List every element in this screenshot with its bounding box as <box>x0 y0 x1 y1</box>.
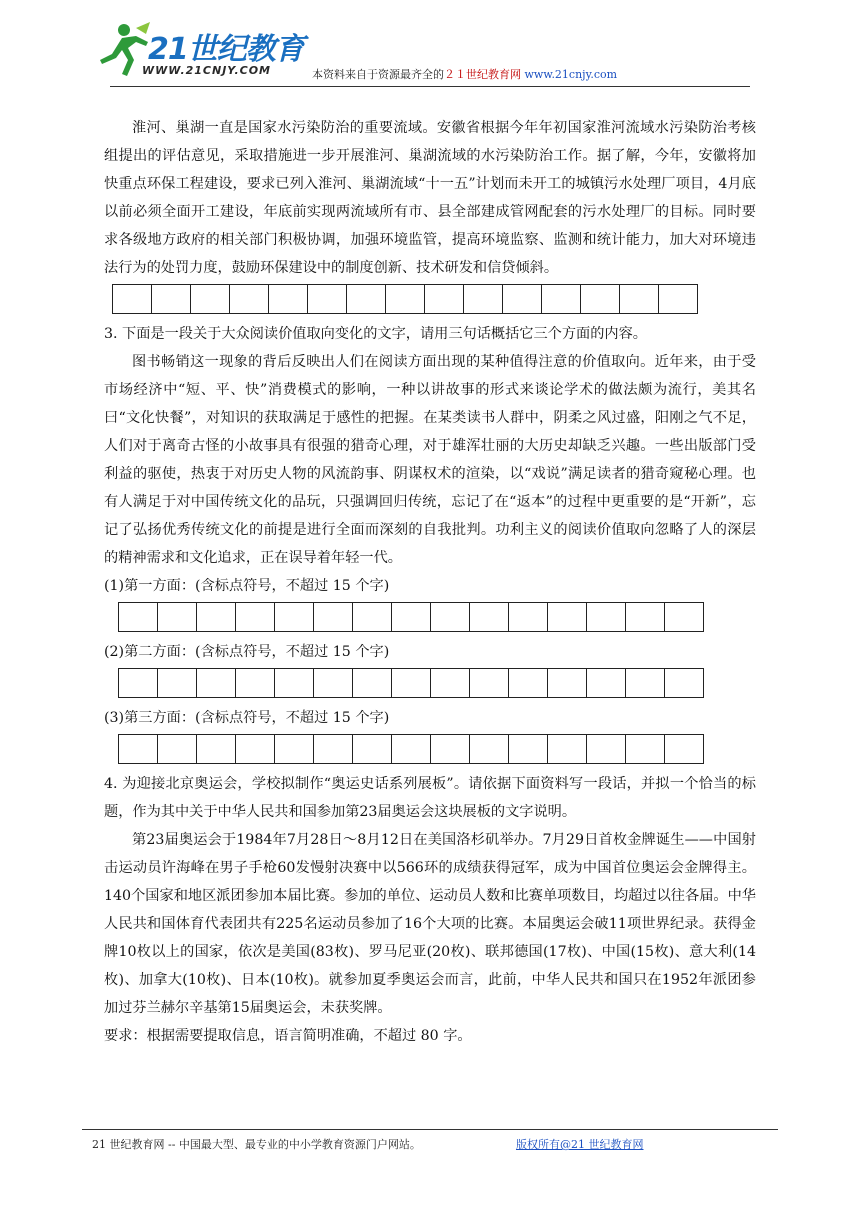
answer-cell[interactable] <box>391 602 431 632</box>
answer-cell[interactable] <box>508 668 548 698</box>
header-source-prefix: 本资料来自于资源最齐全的 <box>312 68 444 81</box>
aspect-2-label: (2)第二方面：(含标点符号，不超过 15 个字) <box>104 644 390 660</box>
answer-cell[interactable] <box>346 284 386 314</box>
header-source-url[interactable]: www.21cnjy.com <box>521 68 618 81</box>
passage-huaihe: 淮河、巢湖一直是国家水污染防治的重要流域。安徽省根据今年年初国家淮河流域水污染防治考核组提出的评估意见，采取措施进一步开展淮河、巢湖流域的水污染防治工作。据了解，今年，安徽将加快重点环保工程建设，要求已列入淮河、巢湖流域“十一五”计划而未开工的城镇污水处理厂项目，4月底以前必须全面开工建设，年底前实现两流域所有市、县全部建成管网配套的污水处理厂的目标。同时要求各级地方政府的相关部门积极协调，加强环境监管，提高环境监察、监测和统计能力，加大对环境违法行为的处罚力度，鼓励环保建设中的制度创新、技术研发和信贷倾斜。 <box>104 120 756 276</box>
question-4-requirement: 要求：根据需要提取信息，语言简明准确，不超过 80 字。 <box>104 1028 472 1044</box>
answer-cell[interactable] <box>430 602 470 632</box>
answer-cell[interactable] <box>541 284 581 314</box>
answer-cell[interactable] <box>157 602 197 632</box>
answer-cell[interactable] <box>313 602 353 632</box>
answer-cell[interactable] <box>664 602 704 632</box>
answer-cell[interactable] <box>391 668 431 698</box>
footer-site-text: 21 世纪教育网 -- 中国最大型、最专业的中小学教育资源门户网站。 <box>92 1138 421 1151</box>
answer-cell[interactable] <box>313 668 353 698</box>
answer-cell[interactable] <box>313 734 353 764</box>
aspect-3-label: (3)第三方面：(含标点符号，不超过 15 个字) <box>104 710 390 726</box>
footer-copyright-link[interactable]: 版权所有@21 世纪教育网 <box>516 1138 644 1151</box>
answer-cell[interactable] <box>235 602 275 632</box>
answer-cell[interactable] <box>235 734 275 764</box>
answer-cell[interactable] <box>196 734 236 764</box>
answer-grid-aspect-2[interactable] <box>118 668 756 698</box>
answer-cell[interactable] <box>229 284 269 314</box>
answer-cell[interactable] <box>196 668 236 698</box>
answer-cell[interactable] <box>151 284 191 314</box>
answer-cell[interactable] <box>586 602 626 632</box>
answer-cell[interactable] <box>586 734 626 764</box>
header-divider <box>110 86 750 87</box>
question-3-title: 3. 下面是一段关于大众阅读价值取向变化的文字，请用三句话概括它三个方面的内容。 <box>104 326 647 342</box>
answer-cell[interactable] <box>547 602 587 632</box>
aspect-1-label: (1)第一方面：(含标点符号，不超过 15 个字) <box>104 578 390 594</box>
answer-cell[interactable] <box>274 734 314 764</box>
answer-cell[interactable] <box>352 602 392 632</box>
answer-cell[interactable] <box>118 668 158 698</box>
answer-cell[interactable] <box>664 668 704 698</box>
answer-cell[interactable] <box>118 734 158 764</box>
site-logo <box>92 20 304 82</box>
answer-cell[interactable] <box>274 668 314 698</box>
answer-cell[interactable] <box>190 284 230 314</box>
answer-cell[interactable] <box>391 734 431 764</box>
answer-cell[interactable] <box>157 734 197 764</box>
page-header <box>0 0 860 90</box>
answer-cell[interactable] <box>547 668 587 698</box>
logo-wordmark: 21世纪教育 <box>148 32 304 67</box>
answer-cell[interactable] <box>625 668 665 698</box>
answer-grid-aspect-3[interactable] <box>118 734 756 764</box>
header-source-line <box>312 66 617 82</box>
answer-cell[interactable] <box>508 734 548 764</box>
answer-cell[interactable] <box>385 284 425 314</box>
answer-cell[interactable] <box>274 602 314 632</box>
answer-cell[interactable] <box>469 602 509 632</box>
passage-reading: 图书畅销这一现象的背后反映出人们在阅读方面出现的某种值得注意的价值取向。近年来，由于受市场经济中“短、平、快”消费模式的影响，一种以讲故事的形式来谈论学术的做法颇为流行，美其名曰“文化快餐”，对知识的获取满足于感性的把握。在某类读书人群中，阴柔之风过盛，阳刚之气不足，人们对于离奇古怪的小故事具有很强的猎奇心理，对于雄浑壮丽的大历史却缺乏兴趣。一些出版部门受利益的驱使，热衷于对历史人物的风流韵事、阴谋权术的渲染，以“戏说”满足读者的猎奇窥秘心理。也有人满足于对中国传统文化的品玩，只强调回归传统，忘记了在“返本”的过程中更重要的是“开新”，忘记了弘扬优秀传统文化的前提是进行全面而深刻的自我批判。功利主义的阅读价值取向忽略了人的深层的精神需求和文化追求，正在误导着年轻一代。 <box>104 354 756 566</box>
answer-cell[interactable] <box>469 734 509 764</box>
answer-cell[interactable] <box>625 734 665 764</box>
answer-cell[interactable] <box>112 284 152 314</box>
answer-cell[interactable] <box>424 284 464 314</box>
answer-cell[interactable] <box>502 284 542 314</box>
answer-cell[interactable] <box>586 668 626 698</box>
header-source-brand: ２１世纪教育网 <box>444 68 521 81</box>
answer-cell[interactable] <box>118 602 158 632</box>
answer-cell[interactable] <box>352 668 392 698</box>
answer-cell[interactable] <box>235 668 275 698</box>
answer-cell[interactable] <box>619 284 659 314</box>
document-body <box>104 114 756 1050</box>
answer-cell[interactable] <box>508 602 548 632</box>
answer-cell[interactable] <box>307 284 347 314</box>
answer-cell[interactable] <box>469 668 509 698</box>
question-4-title: 4. 为迎接北京奥运会，学校拟制作“奥运史话系列展板”。请依据下面资料写一段话，并拟一个恰当的标题，作为其中关于中华人民共和国参加第23届奥运会这块展板的文字说明。 <box>104 776 756 820</box>
answer-cell[interactable] <box>625 602 665 632</box>
answer-cell[interactable] <box>463 284 503 314</box>
answer-cell[interactable] <box>268 284 308 314</box>
answer-grid-q2[interactable] <box>112 284 756 314</box>
answer-cell[interactable] <box>430 734 470 764</box>
answer-cell[interactable] <box>547 734 587 764</box>
footer-divider <box>82 1129 778 1130</box>
answer-cell[interactable] <box>580 284 620 314</box>
answer-cell[interactable] <box>352 734 392 764</box>
answer-cell[interactable] <box>157 668 197 698</box>
logo-url: WWW.21CNJY.COM <box>142 64 271 77</box>
answer-cell[interactable] <box>664 734 704 764</box>
passage-olympics: 第23届奥运会于1984年7月28日～8月12日在美国洛杉矶举办。7月29日首枚金牌诞生——中国射击运动员许海峰在男子手枪60发慢射决赛中以566环的成绩获得冠军，成为中国首位奥运会金牌得主。140个国家和地区派团参加本届比赛。参加的单位、运动员人数和比赛单项数目，均超过以往各届。中华人民共和国体育代表团共有225名运动员参加了16个大项的比赛。本届奥运会破11项世界纪录。获得金牌10枚以上的国家，依次是美国(83枚)、罗马尼亚(20枚)、联邦德国(17枚)、中国(15枚)、意大利(14枚)、加拿大(10枚)、日本(10枚)。就参加夏季奥运会而言，此前，中华人民共和国只在1952年派团参加过芬兰赫尔辛基第15届奥运会，未获奖牌。 <box>104 832 756 1016</box>
answer-grid-aspect-1[interactable] <box>118 602 756 632</box>
answer-cell[interactable] <box>196 602 236 632</box>
answer-cell[interactable] <box>430 668 470 698</box>
answer-cell[interactable] <box>658 284 698 314</box>
page-footer <box>92 1136 644 1152</box>
